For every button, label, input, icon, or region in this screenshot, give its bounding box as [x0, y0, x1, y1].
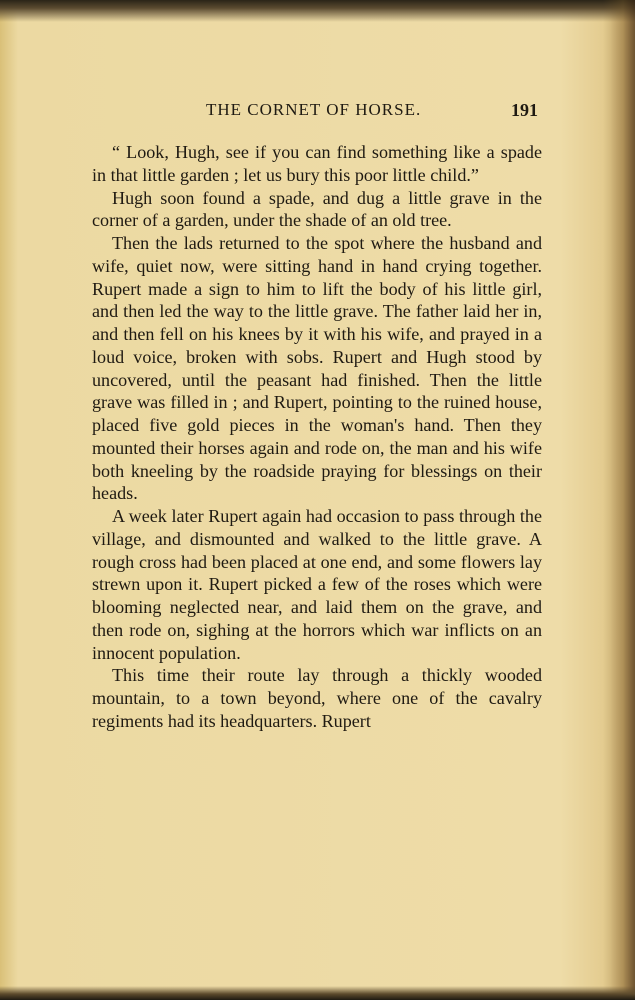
- page-header: [92, 100, 542, 126]
- running-title: THE CORNET OF HORSE.: [206, 100, 422, 119]
- page-right-edge: [603, 0, 635, 1000]
- paragraph: A week later Rupert again had occasion to pass through the village, and dismounted and walked to the little grave. A rough cross had been placed at one end, and some flowers lay strewn upon it. Rupert picked a few of the roses which were blooming neglected near, and laid them on the grave, and then rode on, sighing at the horrors which war inflicts on an innocent population.: [92, 506, 542, 663]
- body-text: [92, 141, 542, 733]
- paragraph: “ Look, Hugh, see if you can find something like a spade in that little garden ; let us bury this poor little child.”: [92, 142, 542, 185]
- paragraph: Hugh soon found a spade, and dug a little grave in the corner of a garden, under the shade of an old tree.: [92, 187, 542, 231]
- page-top-shadow: [0, 0, 635, 22]
- paragraph: Then the lads returned to the spot where the husband and wife, quiet now, were sitting hand in hand crying together. Rupert made a sign to him to lift the body of his little girl, and then led the way to the little grave. The father laid her in, and then fell on his knees by it with his wife, and prayed in a loud voice, broken with sobs. Rupert and Hugh stood by uncovered, until the peasant had finished. Then the little grave was filled in ; and Rupert, pointing to the ruined house, placed five gold pieces in the woman's hand. Then they mounted their horses again and rode on, the man and his wife both kneeling by the roadside praying for blessings on their heads.: [92, 233, 542, 504]
- page-number: 191: [511, 100, 538, 120]
- page-bottom-shadow: [0, 986, 635, 1000]
- paragraph: This time their route lay through a thickly wooded mountain, to a town beyond, where one of the cavalry regiments had its headquarters. Rupert: [92, 665, 542, 731]
